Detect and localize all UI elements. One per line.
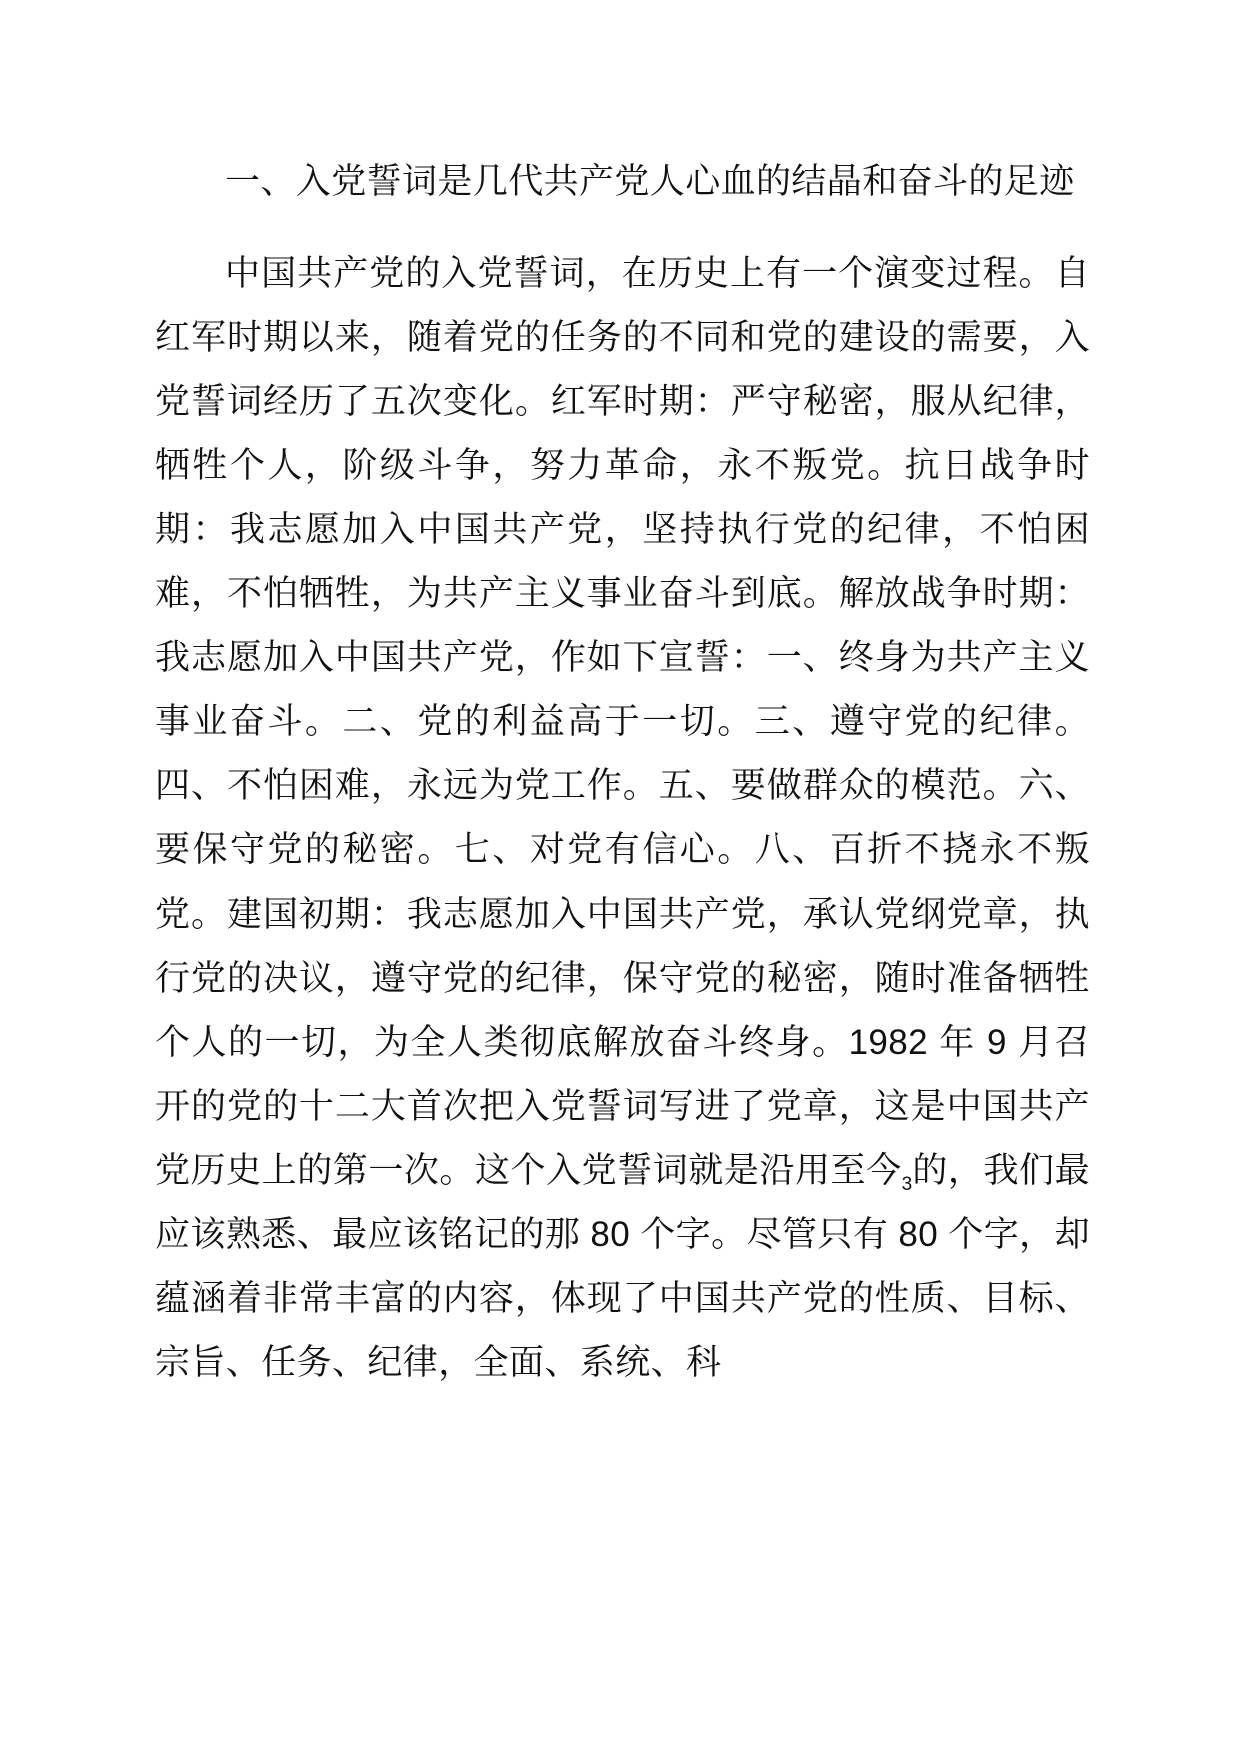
section-heading-one: 一、入党誓词是几代共产党人心血的结晶和奋斗的足迹 <box>225 162 1075 201</box>
footnote-marker: 3 <box>901 1173 913 1195</box>
body-paragraph-one-continuation: 的，我们最应该熟悉、最应该铭记的那 80 个字。尽管只有 80 个字，却蕴涵着非常丰富的内容，体现了中国共产党的性质、目标、宗旨、任务、纪律，全面、系统、科 <box>155 1150 1090 1382</box>
body-paragraph-one-text: 中国共产党的入党誓词，在历史上有一个演变过程。自红军时期以来，随着党的任务的不同和党的建设的需要，入党誓词经历了五次变化。红军时期：严守秘密，服从纪律，牺牲个人，阶级斗争，努力革命，永不叛党。抗日战争时期：我志愿加入中国共产党，坚持执行党的纪律，不怕困难，不怕牺牲，为共产主义事业奋斗到底。解放战争时期：我志愿加入中国共产党，作如下宣誓：一、终身为共产主义事业奋斗。二、党的利益高于一切。三、遵守党的纪律。四、不怕困难，永远为党工作。五、要做群众的模范。六、要保守党的秘密。七、对党有信心。八、百折不挠永不叛党。建国初期：我志愿加入中国共产党，承认党纲党章，执行党的决议，遵守党的纪律，保守党的秘密，随时准备牺牲个人的一切，为全人类彻底解放奋斗终身。1982 年 9 月召开的党的十二大首次把入党誓词写进了党章，这是中国共产党历史上的第一次。这个入党誓词就是沿用至今 <box>155 254 1090 1190</box>
document-body <box>155 150 1090 1395</box>
body-paragraph-one <box>155 242 1090 1395</box>
